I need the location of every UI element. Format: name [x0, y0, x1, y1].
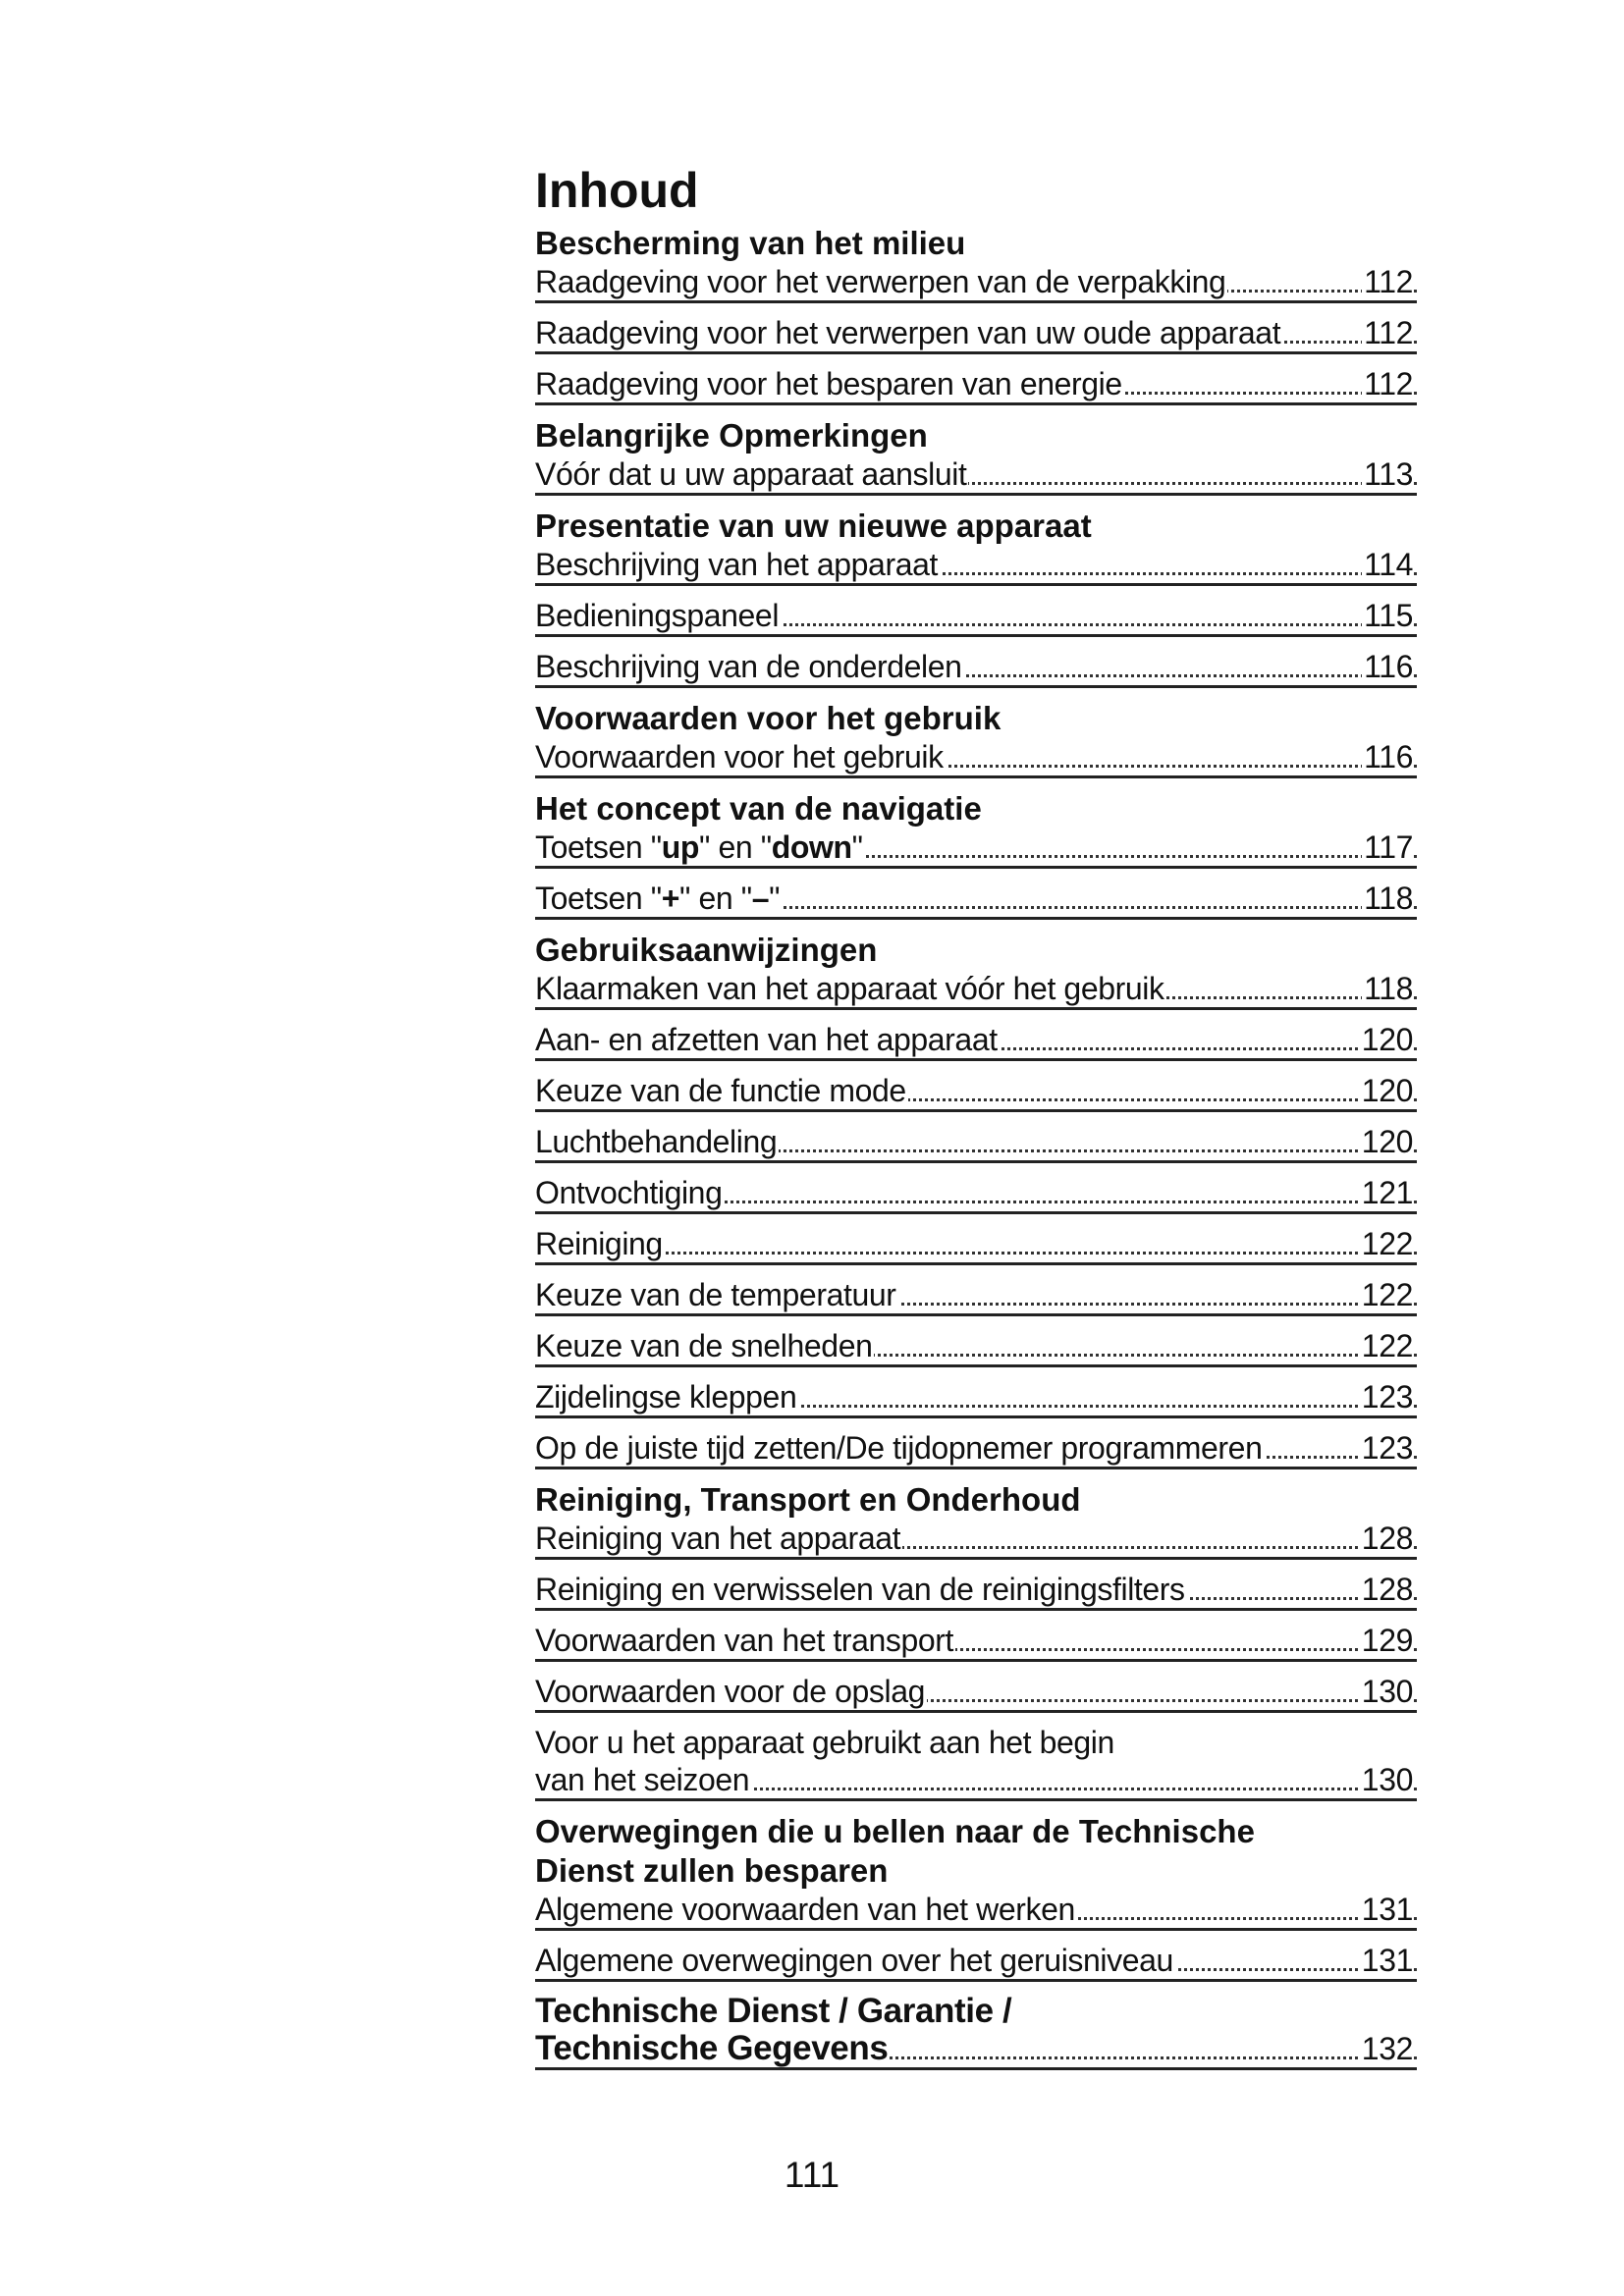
entry-text: Raadgeving voor het besparen van energie [535, 366, 1122, 401]
entry-page: 120 [1361, 1022, 1413, 1057]
entry-page: 118 [1364, 881, 1413, 916]
toc-entry[interactable] [535, 1276, 1417, 1316]
entry-text [535, 829, 865, 865]
entry-page: 130 [1361, 1762, 1413, 1797]
section-heading: Bescherming van het milieu [535, 225, 966, 261]
key-minus: – [751, 881, 770, 916]
toc-entry[interactable] [535, 1123, 1417, 1163]
entry-page: 132 [1361, 2031, 1413, 2066]
entry-page: 129 [1361, 1623, 1413, 1658]
entry-text: Keuze van de snelheden [535, 1328, 873, 1363]
entry-page: 117 [1364, 829, 1413, 865]
entry-text: Voorwaarden van het transport [535, 1623, 954, 1658]
toc-entry[interactable] [535, 597, 1417, 637]
entry-page: 121 [1361, 1175, 1413, 1210]
entry-text: Reiniging en verwisselen van de reinigingsfilters [535, 1572, 1185, 1607]
toc-entry[interactable] [535, 738, 1417, 778]
entry-page: 112 [1364, 264, 1413, 299]
toc-entry-final[interactable] [535, 1993, 1417, 2070]
toc-entry[interactable] [535, 546, 1417, 586]
toc-entry[interactable] [535, 1724, 1417, 1801]
page-number: 111 [784, 2155, 840, 2195]
entry-text-c: " [851, 829, 863, 865]
toc-entry[interactable] [535, 1622, 1417, 1662]
toc-entry[interactable] [535, 1571, 1417, 1611]
section-heading: Reiniging, Transport en Onderhoud [535, 1481, 1081, 1518]
entry-page: 128 [1361, 1521, 1413, 1556]
entry-page: 131 [1361, 1892, 1413, 1927]
entry-text-a: Toetsen " [535, 829, 662, 865]
entry-page: 123 [1361, 1379, 1413, 1415]
key-down: down [771, 829, 852, 865]
entry-page: 113 [1364, 456, 1413, 492]
entry-page: 122 [1361, 1328, 1413, 1363]
toc-entry[interactable] [535, 1174, 1417, 1214]
entry-text: Beschrijving van de onderdelen [535, 649, 962, 684]
toc-entry[interactable] [535, 455, 1417, 496]
toc-entry[interactable] [535, 648, 1417, 688]
entry-page: 123 [1361, 1430, 1413, 1466]
entry-text [535, 881, 782, 916]
entry-text: Op de juiste tijd zetten/De tijdopnemer programmeren [535, 1430, 1263, 1466]
toc-entry[interactable] [535, 1327, 1417, 1367]
section-heading [535, 1812, 1417, 1891]
final-heading-line1: Technische Dienst / Garantie / [535, 1993, 1012, 2030]
section-heading: Belangrijke Opmerkingen [535, 417, 928, 454]
entry-text: Raadgeving voor het verwerpen van de verpakking [535, 264, 1226, 299]
entry-text: Zijdelingse kleppen [535, 1379, 797, 1415]
toc-entry[interactable] [535, 365, 1417, 405]
toc-entry[interactable] [535, 880, 1417, 920]
entry-text: Voorwaarden voor de opslag [535, 1674, 925, 1709]
toc-entry[interactable] [535, 1429, 1417, 1469]
toc-entry[interactable] [535, 1378, 1417, 1418]
entry-page: 128 [1361, 1572, 1413, 1607]
entry-page: 116 [1364, 649, 1413, 684]
toc-entry[interactable] [535, 828, 1417, 869]
page-title: Inhoud [535, 163, 699, 218]
entry-text-line1: Voor u het apparaat gebruikt aan het begin [535, 1725, 1114, 1760]
toc-entry[interactable] [535, 1072, 1417, 1112]
section-heading-line1: Overwegingen die u bellen naar de Technische [535, 1813, 1255, 1849]
entry-page: 122 [1361, 1277, 1413, 1312]
entry-text: Keuze van de temperatuur [535, 1277, 896, 1312]
entry-page: 112 [1364, 315, 1413, 350]
key-plus: + [661, 881, 680, 916]
toc-entry[interactable] [535, 1891, 1417, 1931]
entry-page: 118 [1364, 971, 1413, 1006]
entry-page: 130 [1361, 1674, 1413, 1709]
entry-page: 120 [1361, 1124, 1413, 1159]
toc-entry[interactable] [535, 1673, 1417, 1713]
section-heading: Het concept van de navigatie [535, 790, 982, 827]
entry-page: 122 [1361, 1226, 1413, 1261]
entry-page: 114 [1364, 547, 1413, 582]
entry-text: Vóór dat u uw apparaat aansluit [535, 456, 967, 492]
entry-text-b: " en " [679, 881, 752, 916]
entry-text-c: " [769, 881, 781, 916]
entry-text: Luchtbehandeling [535, 1124, 778, 1159]
entry-page: 112 [1364, 366, 1413, 401]
toc-entry[interactable] [535, 1225, 1417, 1265]
entry-text: Keuze van de functie mode [535, 1073, 906, 1108]
section-heading: Presentatie van uw nieuwe apparaat [535, 507, 1092, 544]
entry-page: 120 [1361, 1073, 1413, 1108]
section-heading: Gebruiksaanwijzingen [535, 932, 878, 968]
entry-text-a: Toetsen " [535, 881, 662, 916]
entry-text: Raadgeving voor het verwerpen van uw oude apparaat [535, 315, 1281, 350]
entry-text: Algemene overwegingen over het geruisniveau [535, 1943, 1173, 1978]
toc-entry[interactable] [535, 1520, 1417, 1560]
toc-entry[interactable] [535, 314, 1417, 354]
entry-page: 116 [1364, 739, 1413, 774]
entry-text: Algemene voorwaarden van het werken [535, 1892, 1075, 1927]
toc-entry[interactable] [535, 1021, 1417, 1061]
entry-text: Ontvochtiging [535, 1175, 723, 1210]
entry-text: Klaarmaken van het apparaat vóór het gebruik [535, 971, 1164, 1006]
entry-text: Reiniging van het apparaat [535, 1521, 901, 1556]
toc-entry[interactable] [535, 263, 1417, 303]
entry-text-line2: van het seizoen [535, 1762, 750, 1797]
table-of-contents [535, 161, 1417, 2081]
entry-text: Aan- en afzetten van het apparaat [535, 1022, 998, 1057]
entry-text: Voorwaarden voor het gebruik [535, 739, 944, 774]
entry-text-b: " en " [699, 829, 772, 865]
toc-entry[interactable] [535, 1942, 1417, 1982]
section-heading-line2: Dienst zullen besparen [535, 1852, 889, 1889]
toc-entry[interactable] [535, 970, 1417, 1010]
entry-text: Reiniging [535, 1226, 663, 1261]
entry-text: Beschrijving van het apparaat [535, 547, 938, 582]
key-up: up [661, 829, 700, 865]
section-heading: Voorwaarden voor het gebruik [535, 700, 1001, 736]
entry-text: Bedieningspaneel [535, 598, 780, 633]
entry-page: 115 [1364, 598, 1413, 633]
entry-page: 131 [1361, 1943, 1413, 1978]
final-heading-line2: Technische Gegevens [535, 2029, 889, 2067]
leader-dots [535, 1252, 1417, 1255]
